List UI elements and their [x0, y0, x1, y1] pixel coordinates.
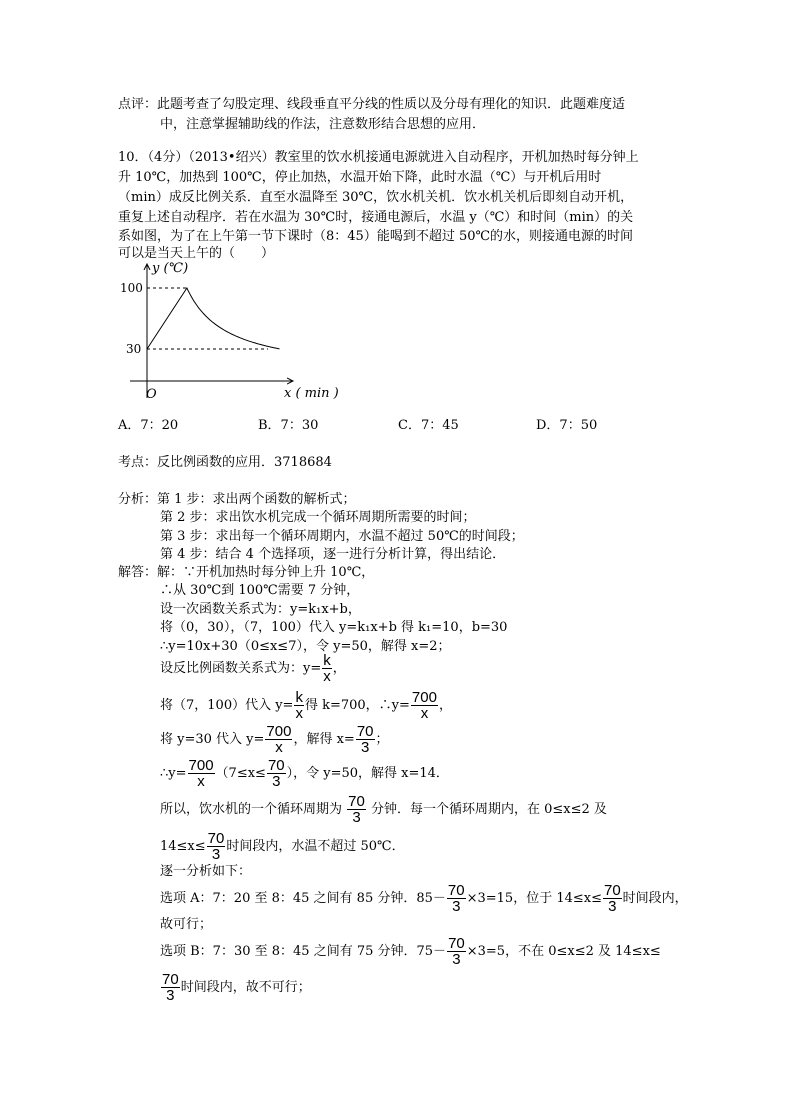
- fraction: [603, 883, 622, 914]
- denominator: 3: [211, 846, 221, 863]
- denominator: x: [323, 668, 331, 685]
- fraction: [188, 758, 215, 789]
- kaodian-label: 考点：: [118, 455, 158, 470]
- numerator: 70: [348, 793, 365, 810]
- punct: ；: [375, 732, 389, 747]
- solution-text: 所以，饮水机的一个循环周期为: [160, 802, 343, 817]
- numerator: 70: [207, 830, 225, 847]
- solution-text: 解：∵开机加热时每分钟上升 10℃，: [157, 565, 375, 580]
- question-line: 升 10℃，加热到 100℃，停止加热，水温开始下降，此时水温（℃）与开机后用时: [118, 170, 602, 185]
- analysis-step: 第 4 步：结合 4 个选择项，逐一进行分析计算，得出结论．: [160, 547, 506, 562]
- solution-text: 选项 A：7：20 至 8：45 之间有 85 分钟．85－: [160, 891, 446, 906]
- solution-text: ），令 y=50，解得 x=14．: [286, 766, 449, 781]
- numerator: 700: [266, 723, 292, 740]
- fraction: [411, 690, 438, 721]
- solution-line: ∴y=10x+30（0≤x≤7），令 y=50，解得 x=2；: [160, 639, 451, 654]
- numerator: k: [323, 652, 331, 669]
- analysis-step: 第 1 步：求出两个函数的解析式；: [157, 492, 356, 507]
- solution-line: 逐一分析如下：: [160, 864, 252, 879]
- origin-label: O: [146, 387, 157, 402]
- comment-text: 此题考查了勾股定理、线段垂直平分线的性质以及分母有理化的知识．此题难度适: [157, 97, 626, 112]
- numerator: 70: [356, 723, 374, 740]
- temperature-graph: [110, 258, 350, 408]
- denominator: 3: [272, 773, 281, 790]
- denominator: 3: [608, 898, 617, 915]
- solution-line: 将（0，30），（7，100）代入 y=k₁x+b 得 k₁=10，b=30: [160, 620, 508, 635]
- x-axis-label: x ( min ): [284, 386, 339, 401]
- solution-line: ∴从 30℃到 100℃需要 7 分钟，: [160, 583, 360, 598]
- analysis-step: 第 2 步：求出饮水机完成一个循环周期所需要的时间；: [160, 510, 476, 525]
- denominator: x: [295, 705, 303, 722]
- solution-text: （7≤x≤: [215, 766, 266, 781]
- solution-text: 14≤x≤: [160, 839, 206, 854]
- numerator: 70: [162, 971, 179, 988]
- y-axis-label: y (℃): [152, 261, 189, 276]
- comment-line-2: 中，注意掌握辅助线的作法，注意数形结合思想的应用．: [160, 117, 486, 132]
- denominator: x: [420, 705, 429, 722]
- y-tick-100: 100: [120, 281, 143, 295]
- solution-text: 得 k=700，∴y=: [304, 698, 410, 713]
- solution-line: 故可行；: [160, 917, 213, 932]
- analysis-line: [118, 491, 356, 509]
- punct: ，: [438, 698, 452, 713]
- fraction: [447, 883, 466, 914]
- fraction: [265, 724, 292, 755]
- denominator: 3: [352, 809, 361, 826]
- solution-line: [160, 794, 607, 825]
- solution-text: 时间段内，故不可行；: [180, 980, 311, 995]
- question-line: 重复上述自动程序．若在水温为 30℃时，接通电源后，水温 y（℃）和时间（min）的关: [118, 210, 634, 225]
- denominator: 3: [452, 898, 461, 915]
- solution-line: [160, 690, 452, 721]
- fraction: [447, 936, 466, 967]
- y-tick-30: 30: [126, 342, 142, 356]
- fraction: [356, 724, 375, 755]
- comment-line-1: [118, 96, 625, 114]
- solution-text: ×3=5，不在 0≤x≤2 及 14≤x≤: [466, 944, 661, 959]
- numerator: 70: [448, 935, 465, 952]
- solution-line: [160, 758, 449, 789]
- solution-text: ，解得 x=: [293, 732, 355, 747]
- denominator: 3: [360, 739, 370, 756]
- solution-line: 设一次函数关系式为：y=k₁x+b，: [160, 602, 361, 617]
- denominator: 3: [166, 987, 175, 1004]
- denominator: x: [275, 739, 283, 756]
- analysis-step: 第 3 步：求出每一个循环周期内，水温不超过 50℃的时间段；: [160, 529, 524, 544]
- denominator: x: [197, 773, 205, 790]
- solution-text: 分钟．每一个循环周期内，在 0≤x≤2 及: [370, 802, 607, 817]
- solution-text: 时间段内，水温不超过 50℃．: [226, 839, 405, 854]
- solution-text: ×3=15，位于 14≤x≤: [466, 891, 602, 906]
- numerator: 70: [447, 882, 465, 899]
- solution-line: [160, 972, 311, 1003]
- option-b[interactable]: B．7：30: [258, 418, 319, 433]
- solution-text: 选项 B：7：30 至 8：45 之间有 75 分钟．75－: [160, 944, 447, 959]
- solution-line: [160, 724, 389, 755]
- temperature-curve: [147, 288, 280, 349]
- punct: ，: [332, 661, 346, 676]
- numerator: 700: [188, 757, 214, 774]
- solution-text: 设反比例函数关系式为：y=: [160, 661, 322, 676]
- question-line: 10．（4分）（2013•绍兴）教室里的饮水机接通电源就进入自动程序，开机加热时每分钟上: [118, 150, 639, 165]
- option-d[interactable]: D．7：50: [536, 418, 598, 433]
- solution-line: [160, 653, 346, 684]
- fraction: [294, 690, 304, 721]
- numerator: 70: [603, 882, 621, 899]
- analysis-label: 分析：: [118, 492, 158, 507]
- numerator: 70: [267, 757, 285, 774]
- solution-line: [160, 936, 661, 967]
- fraction: [161, 972, 180, 1003]
- question-line: 系如图，为了在上午第一节下课时（8：45）能喝到不超过 50℃的水，则接通电源的时间: [118, 229, 634, 244]
- question-line: 可以是当天上午的（ ）: [118, 246, 275, 261]
- kaodian-text: 反比例函数的应用．3718684: [157, 455, 332, 470]
- solution-line: [160, 883, 688, 914]
- solution-text: ∴y=: [160, 766, 187, 781]
- kaodian-line: [118, 454, 332, 472]
- option-c[interactable]: C．7：45: [398, 418, 459, 433]
- fraction: [322, 653, 332, 684]
- fraction: [267, 758, 286, 789]
- fraction: [207, 831, 226, 862]
- solution-line: [160, 831, 405, 862]
- numerator: k: [295, 689, 303, 706]
- solution-text: 将 y=30 代入 y=: [160, 732, 265, 747]
- question-line: （min）成反比例关系．直至水温降至 30℃，饮水机关机．饮水机关机后即刻自动开机，: [118, 190, 634, 205]
- fraction: [347, 794, 366, 825]
- solution-line: [118, 564, 374, 582]
- solution-text: 时间段内，: [622, 891, 688, 906]
- option-a[interactable]: A．7：20: [118, 418, 179, 433]
- comment-label: 点评：: [118, 97, 158, 112]
- numerator: 700: [411, 689, 437, 706]
- denominator: 3: [452, 951, 461, 968]
- solution-label: 解答：: [118, 565, 158, 580]
- solution-text: 将（7，100）代入 y=: [160, 698, 294, 713]
